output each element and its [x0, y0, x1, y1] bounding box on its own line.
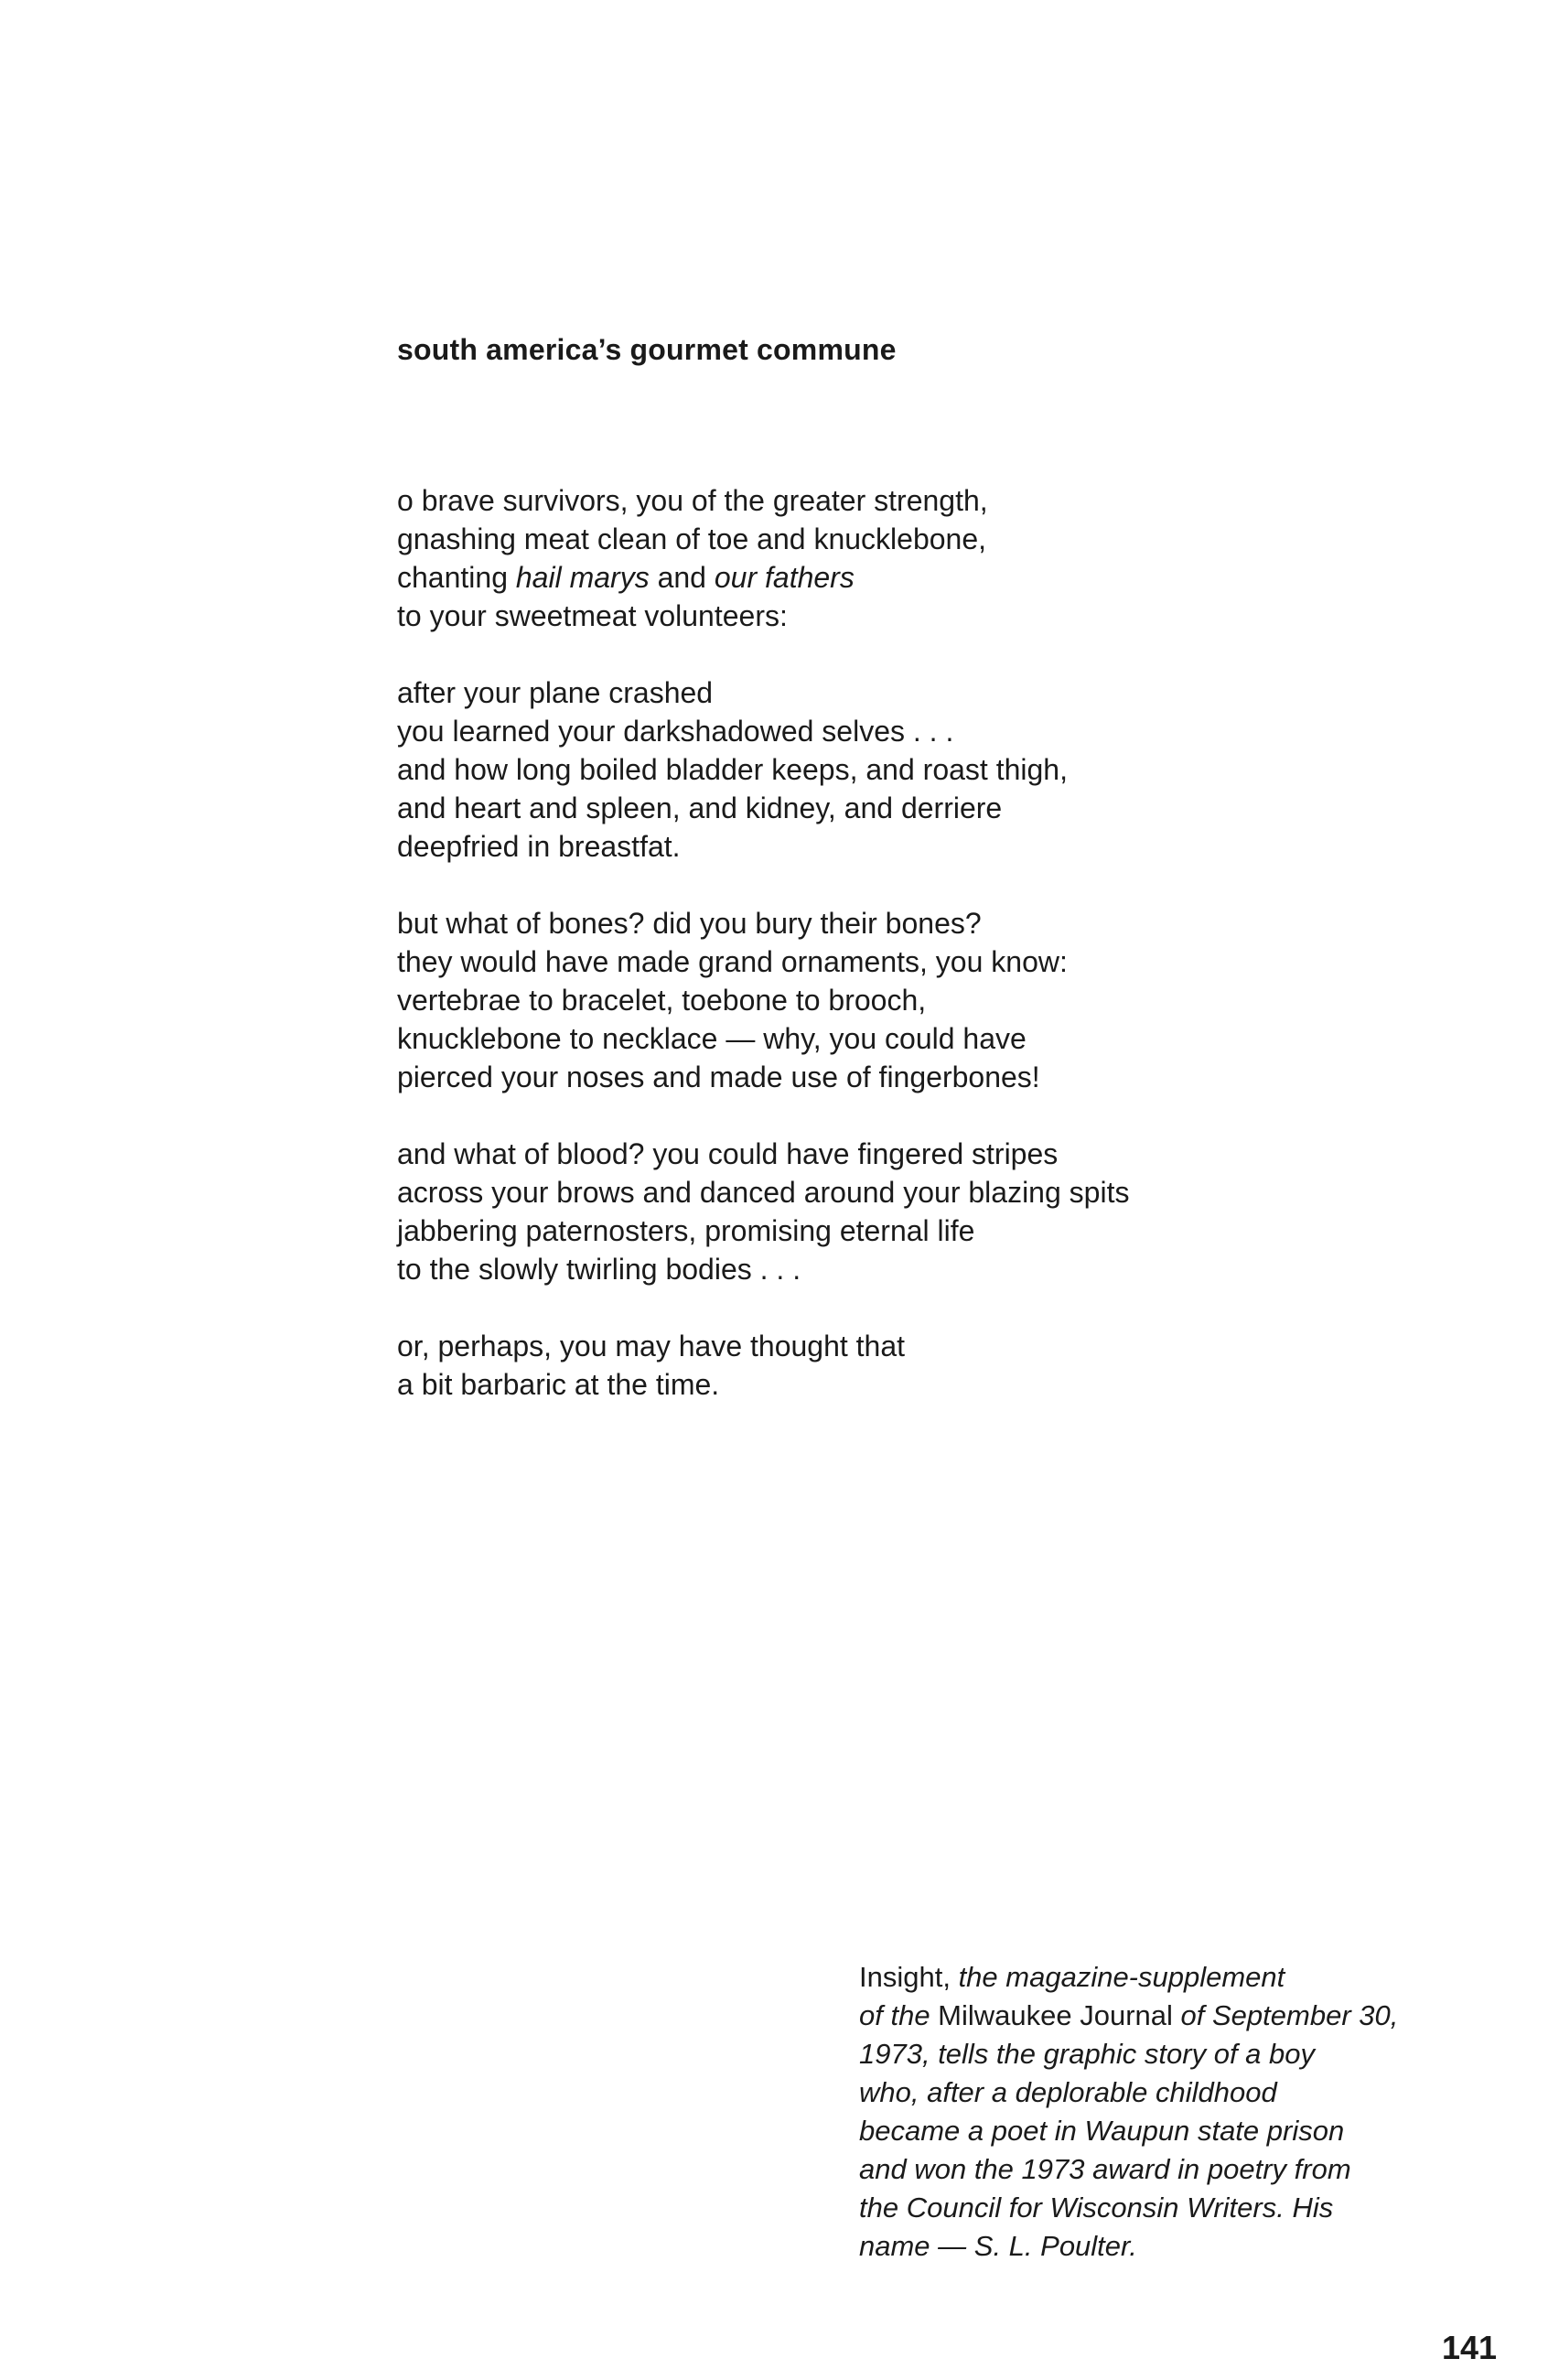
text-segment: and what of blood? you could have fingered stripes [397, 1137, 1059, 1170]
text-line [397, 1058, 1312, 1096]
italic-text: the magazine-supplement [958, 1961, 1285, 1993]
text-segment: after your plane crashed [397, 676, 714, 709]
text-line [397, 1212, 1312, 1250]
italic-text: and won the 1973 award in poetry from [859, 2153, 1351, 2185]
text-line [859, 2189, 1500, 2227]
text-line [397, 1173, 1312, 1212]
text-segment: you learned your darkshadowed selves . . . [397, 715, 954, 748]
text-line [397, 1135, 1312, 1173]
text-line [859, 2227, 1500, 2266]
text-segment: a bit barbaric at the time. [397, 1368, 720, 1401]
text-segment: knucklebone to necklace — why, you could have [397, 1022, 1027, 1055]
text-segment: pierced your noses and made use of fingerbones! [397, 1061, 1040, 1093]
text-segment: and heart and spleen, and kidney, and derriere [397, 792, 1003, 824]
text-segment: they would have made grand ornaments, you know: [397, 945, 1068, 978]
poem-body [397, 481, 1312, 1442]
text-line [397, 942, 1312, 981]
text-line [859, 2035, 1500, 2073]
text-segment: chanting [397, 561, 516, 594]
stanza [397, 1135, 1312, 1288]
text-line [859, 2073, 1500, 2112]
text-line [397, 673, 1312, 712]
text-line [859, 1997, 1500, 2035]
text-segment: vertebrae to bracelet, toebone to brooch, [397, 984, 927, 1017]
text-line [397, 1250, 1312, 1288]
italic-text: name — S. L. Poulter. [859, 2230, 1137, 2262]
text-line [397, 520, 1312, 558]
text-line [397, 904, 1312, 942]
text-segment: deepfried in breastfat. [397, 830, 681, 863]
page-number: 141 [1442, 2329, 1498, 2366]
text-line [397, 597, 1312, 635]
italic-text: became a poet in Waupun state prison [859, 2115, 1345, 2147]
author-note [859, 1958, 1500, 2266]
italic-text: our fathers [714, 561, 855, 594]
text-line [397, 981, 1312, 1019]
stanza [397, 1327, 1312, 1404]
text-line [859, 2150, 1500, 2189]
stanza [397, 904, 1312, 1096]
text-line [859, 2112, 1500, 2150]
text-segment: and [649, 561, 715, 594]
italic-text: 1973, tells the graphic story of a boy [859, 2038, 1316, 2070]
text-segment: across your brows and danced around your blazing spits [397, 1176, 1130, 1209]
text-line [397, 1019, 1312, 1058]
text-line [397, 712, 1312, 750]
text-line [397, 750, 1312, 789]
text-segment: Insight, [859, 1961, 959, 1993]
text-segment: o brave survivors, you of the greater strength, [397, 484, 988, 517]
text-line [397, 558, 1312, 597]
text-segment: and how long boiled bladder keeps, and roast thigh, [397, 753, 1068, 786]
text-segment: to the slowly twirling bodies . . . [397, 1253, 801, 1286]
text-segment: to your sweetmeat volunteers: [397, 599, 788, 632]
text-segment: but what of bones? did you bury their bones? [397, 907, 982, 940]
text-line [397, 1365, 1312, 1404]
italic-text: who, after a deplorable childhood [859, 2076, 1277, 2108]
text-segment: gnashing meat clean of toe and knucklebone, [397, 522, 987, 555]
stanza [397, 481, 1312, 635]
text-line [397, 789, 1312, 827]
text-segment: jabbering paternosters, promising eternal life [397, 1214, 975, 1247]
italic-text: of September 30, [1180, 1999, 1399, 2031]
italic-text: of the [859, 1999, 930, 2031]
stanza [397, 673, 1312, 866]
text-line [859, 1958, 1500, 1997]
text-line [397, 481, 1312, 520]
italic-text: hail marys [515, 561, 650, 594]
text-line [397, 1327, 1312, 1365]
italic-text: the Council for Wisconsin Writers. His [859, 2192, 1334, 2224]
text-segment: or, perhaps, you may have thought that [397, 1330, 906, 1362]
text-line [397, 827, 1312, 866]
text-segment: Milwaukee Journal [930, 1999, 1181, 2031]
poem-title: south america’s gourmet commune [397, 333, 897, 366]
